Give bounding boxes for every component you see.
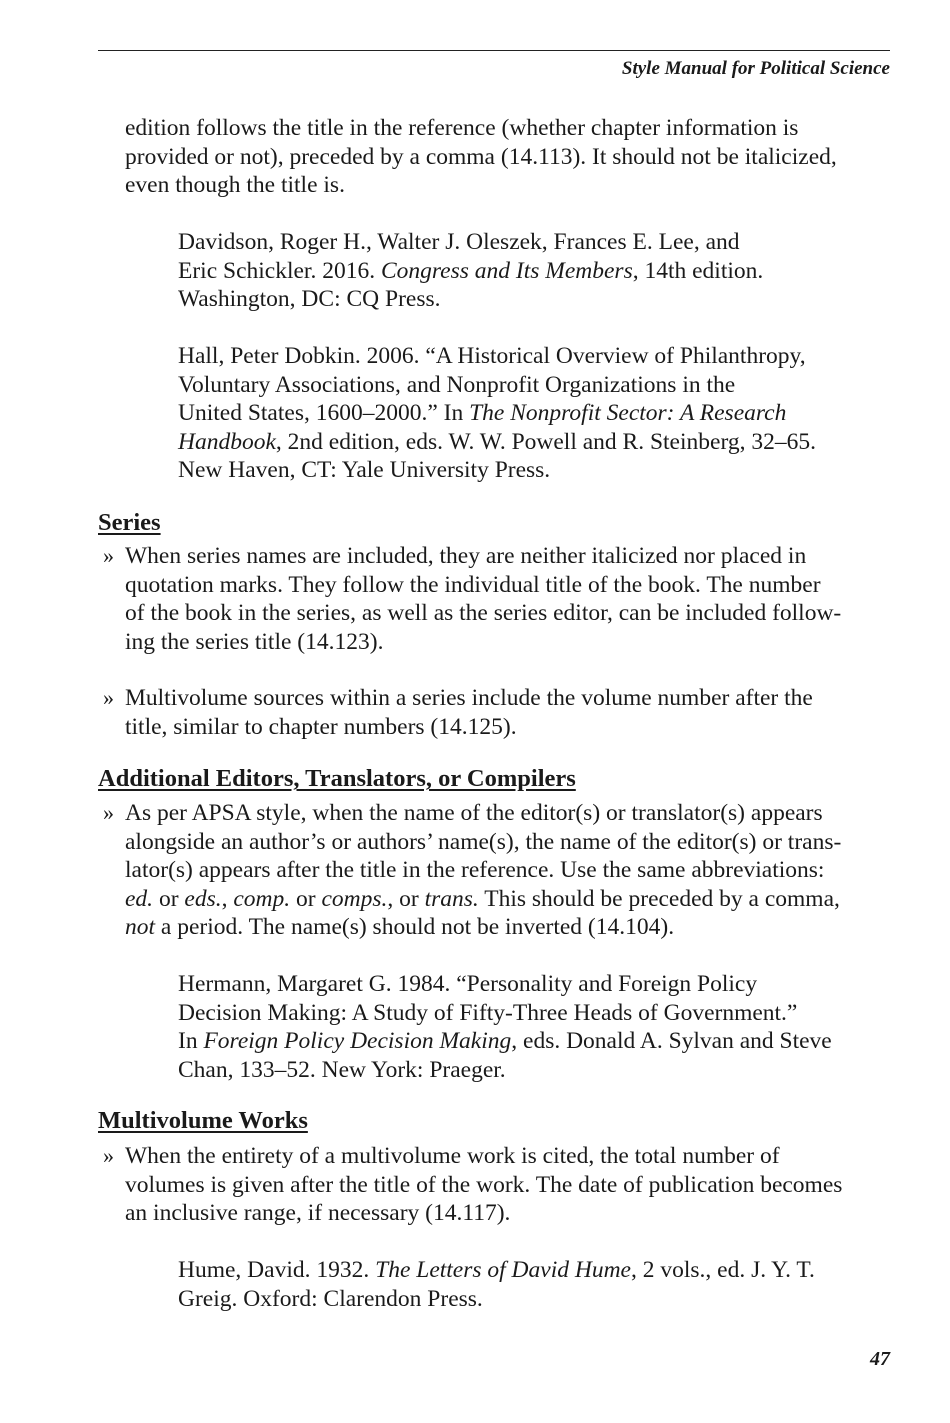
text-line: alongside an author’s or authors’ name(s), the name of the editor(s) or trans-	[125, 828, 842, 855]
italic-title: The Nonprofit Sector: A Research	[469, 400, 787, 427]
page-number: 47	[870, 1348, 890, 1370]
text-line: Multivolume sources within a series include the volume number after the	[125, 685, 813, 711]
section-heading-multivolume: Multivolume Works	[98, 1107, 308, 1134]
reference-example-hermann	[178, 970, 832, 1084]
bullet-marker: »	[103, 800, 114, 825]
bullet-series-names	[125, 542, 841, 656]
text-line: of the book in the series, as well as the series editor, can be included follow-	[125, 600, 842, 627]
header-rule	[98, 50, 890, 51]
text-line: lator(s) appears after the title in the reference. Use the same abbreviations:	[125, 857, 825, 884]
text-line: Voluntary Associations, and Nonprofit Organizations in the	[178, 371, 736, 398]
text-line: In Foreign Policy Decision Making, eds. Donald A. Sylvan and Steve	[178, 1028, 832, 1055]
intro-paragraph	[125, 114, 837, 200]
italic-title: Foreign Policy Decision Making	[203, 1028, 512, 1055]
text-line: volumes is given after the title of the work. The date of publication becomes	[125, 1171, 843, 1198]
section-heading-editors: Additional Editors, Translators, or Compilers	[98, 765, 576, 792]
text-line: Greig. Oxford: Clarendon Press.	[178, 1285, 483, 1312]
text-line: New Haven, CT: Yale University Press.	[178, 457, 551, 484]
text-line: not a period. The name(s) should not be inverted (14.104).	[125, 914, 675, 941]
reference-example-davidson	[178, 228, 763, 314]
text-line: Hall, Peter Dobkin. 2006. “A Historical Overview of Philanthropy,	[178, 343, 806, 369]
bullet-marker: »	[103, 543, 114, 568]
text-line: ed. or eds., comp. or comps., or trans. This should be preceded by a comma,	[125, 885, 840, 912]
text-line: As per APSA style, when the name of the editor(s) or translator(s) appears	[125, 800, 823, 826]
text-line: Chan, 133–52. New York: Praeger.	[178, 1056, 506, 1083]
text-line: United States, 1600–2000.” In The Nonprofit Sector: A Research	[178, 400, 787, 427]
text-line: Eric Schickler. 2016. Congress and Its Members, 14th edition.	[178, 257, 764, 284]
bullet-multivolume	[125, 1142, 842, 1228]
bullet-multivolume-in-series	[125, 684, 813, 741]
text-line: Hermann, Margaret G. 1984. “Personality and Foreign Policy	[178, 971, 758, 997]
reference-example-hume	[178, 1256, 815, 1313]
text-line: provided or not), preceded by a comma (14.113). It should not be italicized,	[125, 143, 837, 170]
text-line: Washington, DC: CQ Press.	[178, 286, 441, 313]
running-head: Style Manual for Political Science	[621, 58, 890, 79]
italic-title: Handbook	[178, 428, 276, 455]
italic-title: The Letters of David Hume	[375, 1257, 631, 1283]
text-line: an inclusive range, if necessary (14.117).	[125, 1200, 511, 1227]
bullet-marker: »	[103, 685, 114, 710]
bullet-editors	[125, 799, 841, 942]
text-line: When series names are included, they are neither italicized nor placed in	[125, 543, 807, 569]
text-line: Handbook, 2nd edition, eds. W. W. Powell and R. Steinberg, 32–65.	[178, 428, 816, 455]
bullet-marker: »	[103, 1143, 114, 1168]
reference-example-hall	[178, 342, 816, 485]
text-line: Decision Making: A Study of Fifty-Three Heads of Government.”	[178, 999, 798, 1026]
text-line: quotation marks. They follow the individual title of the book. The number	[125, 571, 821, 598]
text-line: Davidson, Roger H., Walter J. Oleszek, Frances E. Lee, and	[178, 229, 740, 255]
section-heading-series: Series	[98, 509, 161, 536]
text-line: edition follows the title in the reference (whether chapter information is	[125, 115, 799, 141]
text-line: title, similar to chapter numbers (14.125).	[125, 713, 517, 740]
text-line: Hume, David. 1932. The Letters of David Hume, 2 vols., ed. J. Y. T.	[178, 1257, 815, 1283]
text-line: even though the title is.	[125, 172, 345, 199]
text-line: ing the series title (14.123).	[125, 628, 384, 655]
italic-title: Congress and Its Members	[380, 257, 633, 284]
text-line: When the entirety of a multivolume work is cited, the total number of	[125, 1143, 780, 1169]
